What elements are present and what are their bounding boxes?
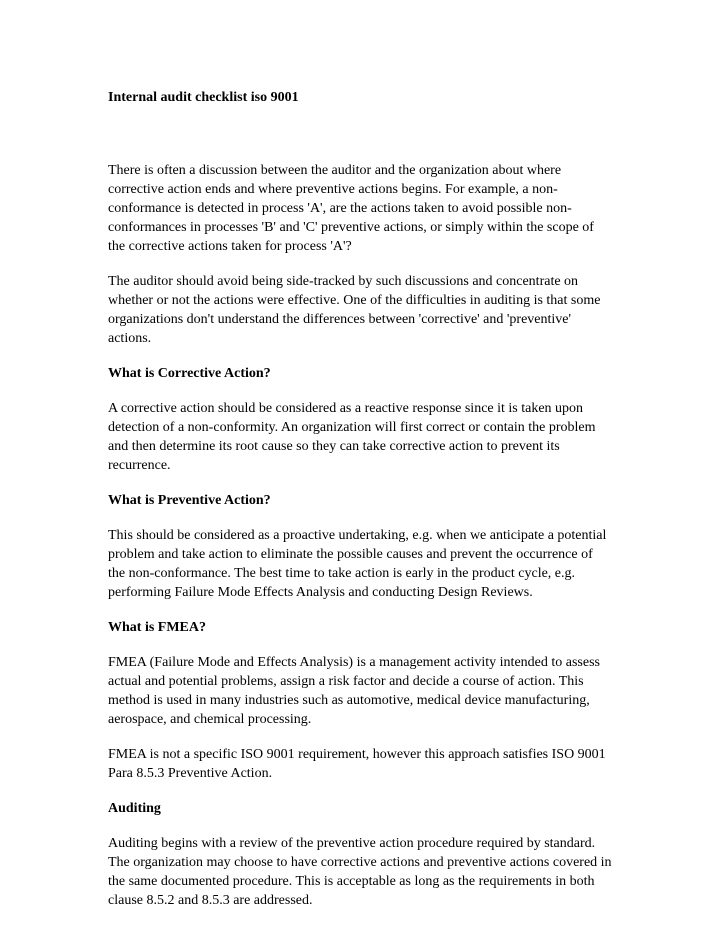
text-line: the corrective actions taken for process 'A'?: [108, 239, 352, 254]
text-line: What is Preventive Action?: [108, 493, 271, 508]
text-line: The organization may choose to have corrective actions and preventive actions covered in: [108, 855, 612, 870]
text-line: aerospace, and chemical processing.: [108, 712, 312, 727]
text-line: Para 8.5.3 Preventive Action.: [108, 766, 273, 781]
body-paragraph: [108, 399, 628, 475]
body-paragraph: [108, 161, 628, 256]
section-heading: [108, 364, 628, 383]
body-paragraph: [108, 526, 628, 602]
section-heading: [108, 618, 628, 637]
text-line: actual and potential problems, assign a risk factor and decide a course of action. This: [108, 674, 584, 689]
body-paragraph: [108, 272, 628, 348]
text-line: problem and take action to eliminate the possible causes and prevent the occurrence of: [108, 547, 593, 562]
text-line: whether or not the actions were effective. One of the difficulties in auditing is that some: [108, 293, 601, 308]
text-line: detection of a non-conformity. An organization will first correct or contain the problem: [108, 420, 596, 435]
text-line: FMEA is not a specific ISO 9001 requirement, however this approach satisfies ISO 9001: [108, 747, 606, 762]
text-line: Auditing: [108, 801, 161, 816]
text-line: method is used in many industries such as automotive, medical device manufacturing,: [108, 693, 590, 708]
text-line: A corrective action should be considered as a reactive response since it is taken upon: [108, 401, 584, 416]
text-line: the non-conformance. The best time to take action is early in the product cycle, e.g.: [108, 566, 576, 581]
document-title: Internal audit checklist iso 9001: [108, 90, 299, 105]
text-line: corrective action ends and where preventive actions begins. For example, a non-: [108, 182, 558, 197]
text-line: the same documented procedure. This is acceptable as long as the requirements in both: [108, 874, 595, 889]
body-paragraph: [108, 653, 628, 729]
text-line: This should be considered as a proactive undertaking, e.g. when we anticipate a potential: [108, 528, 607, 543]
text-line: actions.: [108, 331, 152, 346]
section-heading: [108, 799, 628, 818]
text-line: and then determine its root cause so they can take corrective action to prevent its: [108, 439, 560, 454]
text-line: organizations don't understand the differences between 'corrective' and 'preventive': [108, 312, 572, 327]
text-line: conformance is detected in process 'A', are the actions taken to avoid possible non-: [108, 201, 572, 216]
text-line: recurrence.: [108, 458, 171, 473]
document-body: [108, 161, 628, 926]
body-paragraph: [108, 745, 628, 783]
text-line: Auditing begins with a review of the preventive action procedure required by standard.: [108, 836, 596, 851]
text-line: What is Corrective Action?: [108, 366, 271, 381]
text-line: performing Failure Mode Effects Analysis and conducting Design Reviews.: [108, 585, 533, 600]
section-heading: [108, 491, 628, 510]
text-line: conformances in processes 'B' and 'C' preventive actions, or simply within the scope of: [108, 220, 594, 235]
body-paragraph: [108, 834, 628, 910]
text-line: clause 8.5.2 and 8.5.3 are addressed.: [108, 893, 313, 908]
text-line: There is often a discussion between the auditor and the organization about where: [108, 163, 562, 178]
text-line: The auditor should avoid being side-tracked by such discussions and concentrate on: [108, 274, 579, 289]
text-line: FMEA (Failure Mode and Effects Analysis) is a management activity intended to assess: [108, 655, 600, 670]
text-line: What is FMEA?: [108, 620, 206, 635]
